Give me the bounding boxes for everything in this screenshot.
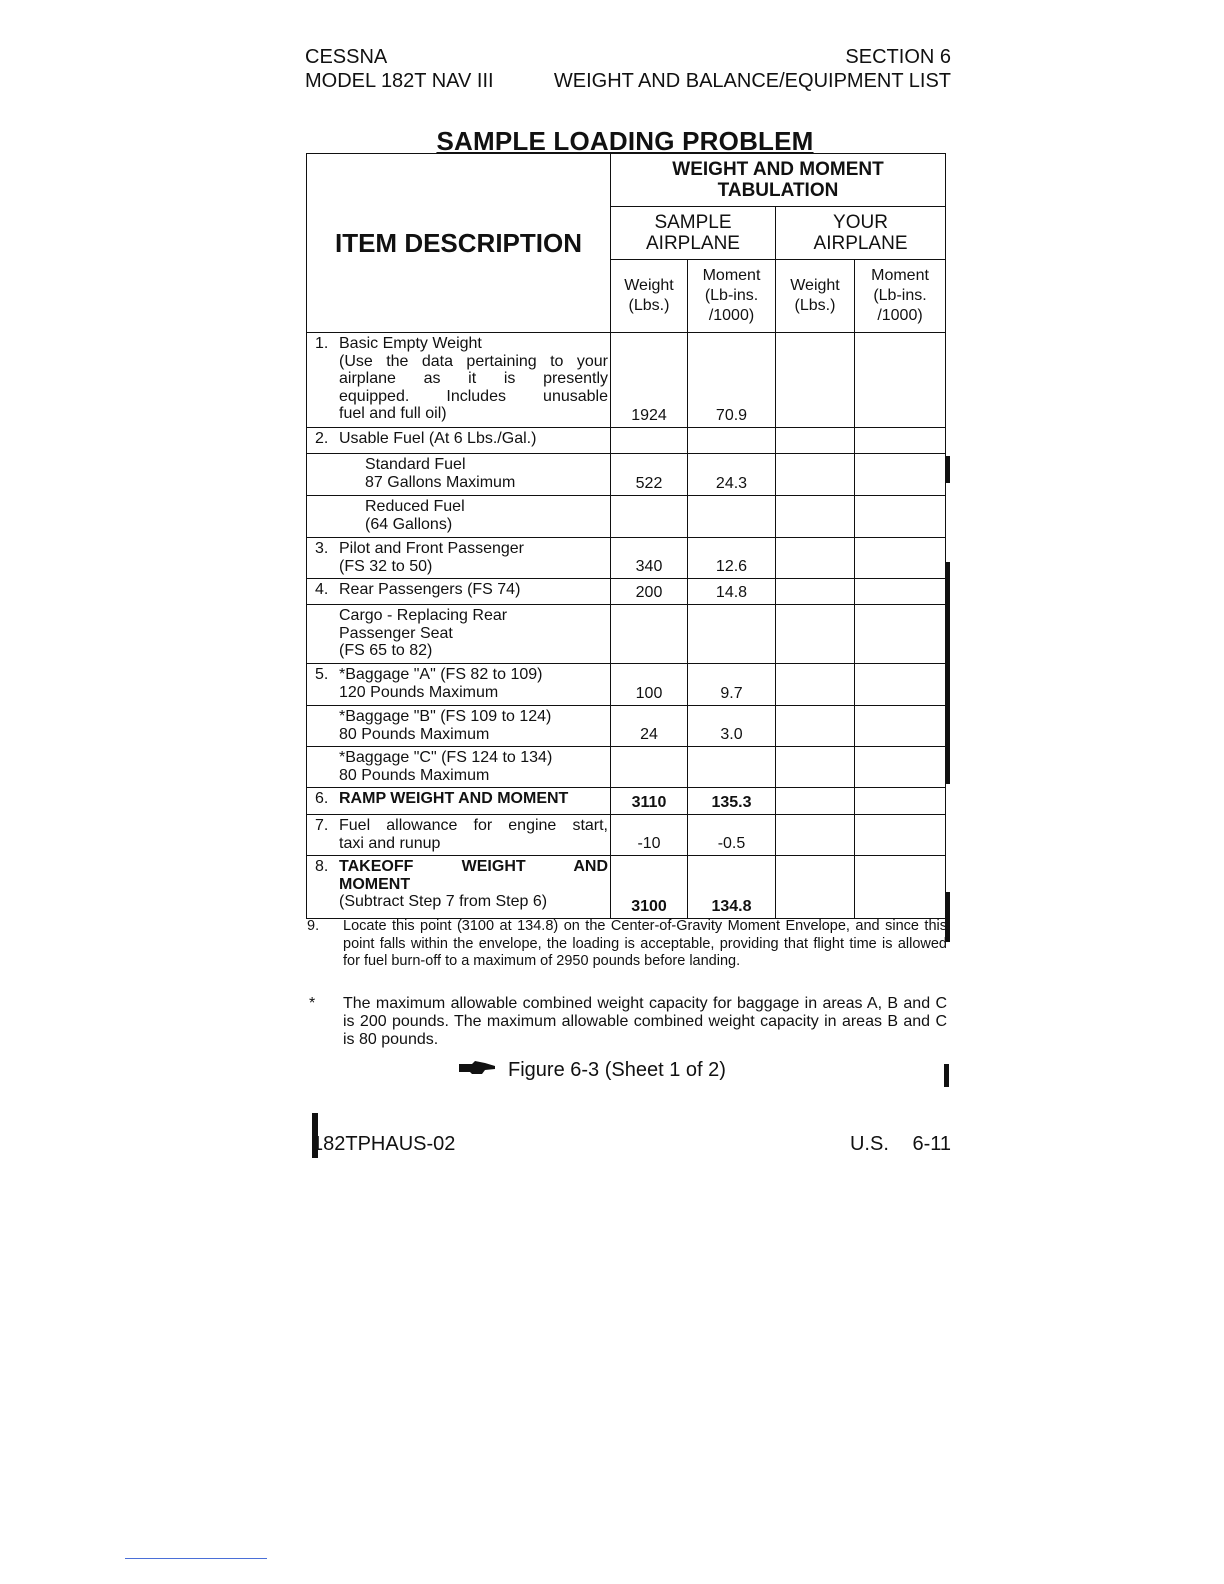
table-row [307, 815, 946, 856]
your-weight-cell [776, 333, 855, 428]
item-description-line [315, 430, 608, 448]
item-number: 1. [315, 335, 329, 352]
step-9-text: Locate this point (3100 at 134.8) on the Center-of-Gravity Moment Envelope, and since this point falls within the envelope, the loading is acceptable, providing that flight time is allowed for fuel burn-off to a maximum of 2950 pounds before landing. [343, 918, 947, 969]
your-weight-cell [776, 538, 855, 579]
weight-label-line1: Weight [624, 277, 674, 294]
your-weight-header [776, 260, 855, 333]
your-weight-cell [776, 815, 855, 856]
tabulation-header-line1: WEIGHT AND MOMENT [672, 159, 884, 180]
item-label: RAMP WEIGHT AND MOMENT [339, 790, 569, 807]
your-moment-cell [855, 454, 946, 496]
step-9-number: 9. [307, 918, 320, 934]
page-number: 6-11 [912, 1133, 951, 1155]
item-description-line: *Baggage "C" (FS 124 to 134) [339, 749, 553, 766]
table-row [307, 428, 946, 454]
table-row [307, 454, 946, 496]
your-weight-cell [776, 605, 855, 664]
your-moment-cell [855, 664, 946, 706]
item-number: 3. [315, 540, 329, 557]
item-description-line: equipped. Includes unusable [339, 387, 608, 405]
item-description-cell [307, 706, 611, 747]
sample-moment-cell [688, 496, 776, 538]
sample-weight-cell: 340 [611, 538, 688, 579]
sample-weight-cell: 200 [611, 579, 688, 605]
header-model: MODEL 182T NAV III [305, 70, 494, 92]
item-number: 4. [315, 581, 329, 598]
sample-moment-cell: 3.0 [688, 706, 776, 747]
item-description-cell [307, 856, 611, 919]
your-weight-cell [776, 579, 855, 605]
item-description-header: ITEM DESCRIPTION [307, 154, 611, 333]
item-description-line: 80 Pounds Maximum [339, 725, 490, 743]
your-moment-cell [855, 815, 946, 856]
change-bar [945, 456, 950, 483]
sample-weight-header [611, 260, 688, 333]
your-moment-cell [855, 579, 946, 605]
moment-label-line3: /1000) [877, 307, 923, 324]
moment-label-line2: (Lb-ins. [873, 287, 927, 304]
item-description-line [315, 790, 608, 808]
item-description-line: Reduced Fuel [365, 498, 465, 515]
item-label: Rear Passengers (FS 74) [339, 581, 521, 598]
table-row [307, 706, 946, 747]
sample-weight-cell: 24 [611, 706, 688, 747]
table-row [307, 788, 946, 815]
sample-weight-cell: -10 [611, 815, 688, 856]
item-description-line [315, 540, 608, 558]
header-section-title: WEIGHT AND BALANCE/EQUIPMENT LIST [553, 70, 951, 92]
sample-moment-cell: 134.8 [688, 856, 776, 919]
your-weight-cell [776, 496, 855, 538]
item-description-line [315, 817, 608, 835]
item-number: 5. [315, 666, 329, 683]
table-row [307, 747, 946, 788]
your-moment-cell [855, 496, 946, 538]
sample-moment-cell [688, 428, 776, 454]
figure-caption-text: Figure 6-3 (Sheet 1 of 2) [508, 1059, 726, 1081]
sample-weight-cell [611, 428, 688, 454]
your-weight-cell [776, 664, 855, 706]
tabulation-header [611, 154, 946, 207]
your-header-line1: YOUR [833, 212, 888, 233]
item-description-cell [307, 664, 611, 706]
item-description-line [315, 335, 608, 353]
table-row [307, 605, 946, 664]
sample-moment-cell: -0.5 [688, 815, 776, 856]
item-description-line: airplane as it is presently [339, 370, 608, 387]
your-weight-cell [776, 706, 855, 747]
your-weight-cell [776, 428, 855, 454]
footnote-mark: * [309, 995, 316, 1012]
change-bar [944, 1064, 949, 1087]
page-number-block [850, 1132, 951, 1156]
sample-moment-cell [688, 747, 776, 788]
item-description-line: 120 Pounds Maximum [339, 683, 499, 701]
sample-moment-cell: 24.3 [688, 454, 776, 496]
figure-caption [458, 1058, 726, 1083]
sample-weight-cell [611, 496, 688, 538]
moment-label-line1: Moment [871, 267, 929, 284]
tabulation-header-line2: TABULATION [717, 180, 839, 201]
header-manufacturer: CESSNA [305, 46, 388, 68]
baggage-footnote [307, 995, 947, 1049]
item-number: 6. [315, 790, 329, 807]
bottom-rule [125, 1558, 267, 1559]
item-number: 2. [315, 430, 329, 447]
moment-label-line2: (Lb-ins. [704, 287, 759, 304]
item-label: Pilot and Front Passenger [339, 540, 524, 557]
item-description-line: (FS 32 to 50) [339, 557, 433, 575]
region-label: U.S. [849, 1133, 889, 1155]
moment-label-line3: /1000) [708, 307, 755, 324]
item-description-cell [307, 496, 611, 538]
item-description-cell [307, 747, 611, 788]
item-description-line: (Use the data pertaining to your [339, 352, 608, 370]
header-section: SECTION 6 [845, 46, 951, 68]
footnote-text: The maximum allowable combined weight capacity for baggage in areas A, B and C is 200 pounds. The maximum allowable combined weight capacity in areas B and C is 80 pounds. [343, 995, 947, 1048]
your-moment-cell [855, 428, 946, 454]
sample-moment-cell: 70.9 [688, 333, 776, 428]
your-weight-cell [776, 856, 855, 919]
item-description-line [315, 858, 608, 876]
item-description-line: Passenger Seat [339, 624, 453, 642]
item-label: Basic Empty Weight [339, 335, 482, 352]
your-moment-header [855, 260, 946, 333]
item-description-line: Standard Fuel [365, 456, 466, 473]
your-moment-cell [855, 605, 946, 664]
sample-header-line2: AIRPLANE [646, 233, 740, 254]
step-9-note [307, 918, 947, 971]
weight-label-line2: (Lbs.) [794, 297, 836, 314]
your-moment-cell [855, 706, 946, 747]
weight-label-line2: (Lbs.) [628, 297, 670, 314]
item-description-cell [307, 538, 611, 579]
item-description-line: MOMENT [339, 875, 411, 893]
item-label: *Baggage "A" (FS 82 to 109) [339, 666, 543, 683]
your-moment-cell [855, 788, 946, 815]
item-description-cell [307, 815, 611, 856]
your-weight-cell [776, 747, 855, 788]
loading-table [306, 153, 946, 919]
sample-moment-cell: 135.3 [688, 788, 776, 815]
sample-weight-cell: 100 [611, 664, 688, 706]
item-description-cell [307, 788, 611, 815]
your-moment-cell [855, 747, 946, 788]
item-label: Usable Fuel (At 6 Lbs./Gal.) [339, 430, 537, 447]
sample-weight-cell [611, 747, 688, 788]
item-description-cell [307, 579, 611, 605]
item-description-line: 87 Gallons Maximum [365, 473, 516, 491]
your-moment-cell [855, 856, 946, 919]
item-description-cell [307, 333, 611, 428]
item-description-cell [307, 454, 611, 496]
sample-moment-cell: 14.8 [688, 579, 776, 605]
item-description-cell [307, 428, 611, 454]
change-bar [945, 562, 950, 784]
table-row [307, 856, 946, 919]
sample-weight-cell: 3110 [611, 788, 688, 815]
table-row [307, 664, 946, 706]
your-moment-cell [855, 538, 946, 579]
document-number: 182TPHAUS-02 [312, 1133, 456, 1155]
item-description-line [315, 581, 608, 599]
item-description-line: (FS 65 to 82) [339, 642, 433, 659]
sample-airplane-header [611, 207, 776, 260]
sample-moment-cell: 9.7 [688, 664, 776, 706]
sample-weight-cell: 1924 [611, 333, 688, 428]
sample-moment-cell [688, 605, 776, 664]
page-title: SAMPLE LOADING PROBLEM [436, 126, 814, 156]
table-row [307, 333, 946, 428]
sample-weight-cell [611, 605, 688, 664]
sample-weight-cell: 3100 [611, 856, 688, 919]
item-description-line: (Subtract Step 7 from Step 6) [339, 893, 548, 910]
item-description-cell [307, 605, 611, 664]
your-moment-cell [855, 333, 946, 428]
sample-moment-header [688, 260, 776, 333]
sample-header-line1: SAMPLE [654, 212, 732, 233]
item-description-line: (64 Gallons) [365, 515, 453, 533]
item-label: Fuel allowance for engine start, [339, 817, 608, 834]
item-description-line: *Baggage "B" (FS 109 to 124) [339, 708, 552, 725]
item-number: 7. [315, 817, 329, 834]
your-weight-cell [776, 454, 855, 496]
table-row [307, 538, 946, 579]
item-description-line: taxi and runup [339, 834, 441, 852]
sample-moment-cell: 12.6 [688, 538, 776, 579]
your-airplane-header [776, 207, 946, 260]
item-label: TAKEOFF WEIGHT AND [339, 858, 608, 875]
your-weight-cell [776, 788, 855, 815]
item-description-line: Cargo - Replacing Rear [339, 607, 508, 624]
item-description-line: 80 Pounds Maximum [339, 766, 490, 784]
item-number: 8. [315, 858, 329, 875]
table-row [307, 496, 946, 538]
sample-weight-cell: 522 [611, 454, 688, 496]
item-description-line [315, 666, 608, 684]
weight-label-line1: Weight [790, 277, 840, 294]
pointing-hand-icon [458, 1058, 496, 1082]
table-row [307, 579, 946, 605]
your-header-line2: AIRPLANE [813, 233, 908, 254]
moment-label-line1: Moment [702, 267, 761, 284]
item-description-line: fuel and full oil) [339, 405, 447, 422]
